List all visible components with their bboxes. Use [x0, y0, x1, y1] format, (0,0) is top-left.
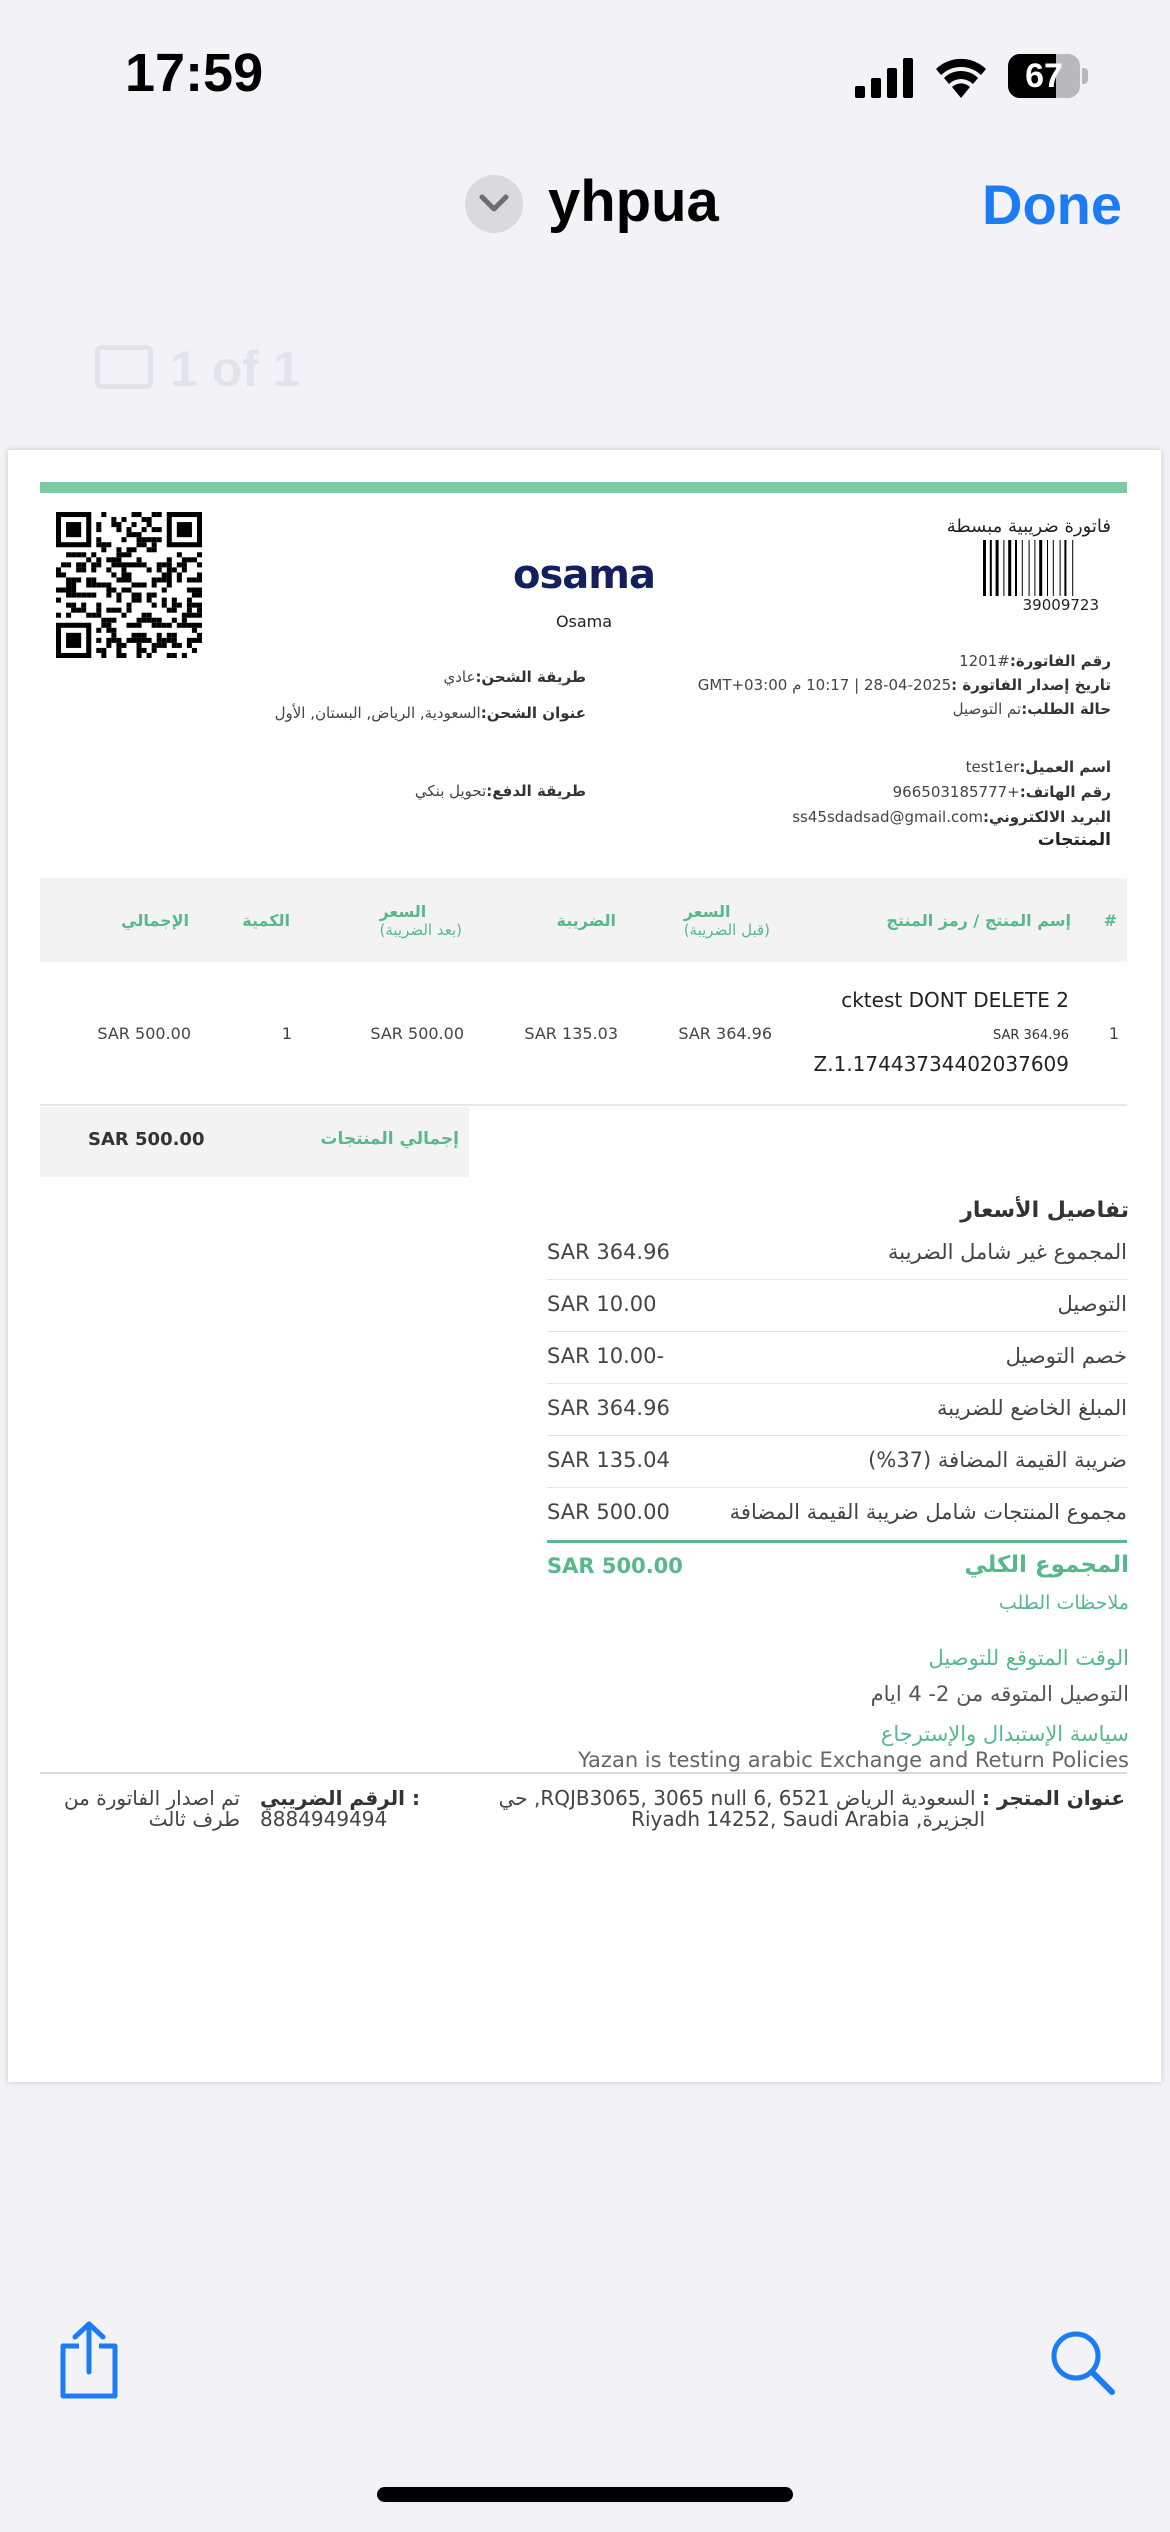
brand-name: Osama — [555, 612, 613, 631]
row-index: 1 — [1108, 1024, 1119, 1043]
page-counter: 1 of 1 — [170, 341, 301, 397]
expected-delivery-label: الوقت المتوقع للتوصيل — [928, 1646, 1129, 1670]
battery-icon — [1008, 54, 1088, 98]
search-icon[interactable] — [1048, 2328, 1118, 2398]
qr-code-icon — [56, 512, 202, 658]
chevron-down-icon — [479, 191, 509, 217]
header-price-before: السعر (قبل الضريبة) — [683, 901, 770, 939]
home-indicator[interactable] — [377, 2487, 793, 2502]
price-row-label: ضريبة القيمة المضافة (37%) — [868, 1448, 1127, 1472]
third-party-note: تم اصدار الفاتورة من طرف ثالث — [63, 1786, 240, 1831]
customer-email: البريد الالكتروني:ss45sdadsad@gmail.com — [792, 808, 1111, 826]
subtotal-value: SAR 500.00 — [88, 1129, 205, 1150]
sidebar-icon — [95, 345, 153, 389]
header-qty: الكمية — [242, 910, 290, 930]
price-row-value: SAR 364.96 — [547, 1240, 670, 1264]
price-row-value: SAR 500.00 — [547, 1500, 670, 1524]
order-status: حالة الطلب:تم التوصيل — [952, 700, 1111, 718]
shipping-address: عنوان الشحن:السعودية, الرياض, البستان, الأول — [274, 704, 586, 722]
products-heading: المنتجات — [1037, 830, 1111, 850]
row-divider — [40, 1104, 1127, 1106]
price-row-label: المبلغ الخاضع للضريبة — [937, 1396, 1127, 1420]
invoice-type: فاتورة ضريبية مبسطة — [946, 516, 1111, 537]
store-address: عنوان المتجر : السعودية الرياض 6521 ,6 RQJB3065, 3065 null, حي الجزيرة, Riyadh 14252, Saudi Arabia — [498, 1786, 1125, 1831]
navigation-bar — [0, 160, 1170, 250]
subtotal-label: إجمالي المنتجات — [320, 1129, 459, 1149]
invoice-number: رقم الفاتورة:#1201 — [959, 652, 1111, 670]
price-row-value: SAR 135.04 — [547, 1448, 670, 1472]
product-sku: Z.1.17443734402037609 — [813, 1052, 1069, 1076]
barcode-number: 39009723 — [1022, 596, 1099, 614]
header-price-after: السعر (بعد الضريبة) — [379, 901, 462, 939]
customer-phone: رقم الهاتف:+966503185777 — [892, 783, 1111, 801]
title-menu-button[interactable] — [465, 175, 523, 233]
expected-delivery-value: التوصيل المتوقه من 2- 4 ايام — [870, 1682, 1129, 1706]
shipping-method: طريقة الشحن:عادي — [443, 668, 586, 686]
battery-level: 67 — [1025, 57, 1063, 95]
return-policy-label: سياسة الإستبدال والإسترجاع — [880, 1722, 1129, 1746]
grand-total-label: المجموع الكلي — [964, 1552, 1129, 1578]
row-qty: 1 — [281, 1024, 292, 1043]
return-policy-value: Yazan is testing arabic Exchange and Return Policies — [578, 1748, 1129, 1772]
invoice-top-bar — [40, 482, 1127, 493]
customer-name: اسم العميل:test1er — [965, 758, 1111, 776]
brand-logo: osama — [513, 552, 655, 598]
product-name: cktest DONT DELETE 2 — [841, 988, 1069, 1012]
price-row-value: SAR 10.00- — [547, 1344, 665, 1368]
wifi-icon — [935, 54, 987, 98]
header-index: # — [1103, 910, 1117, 930]
row-tax: SAR 135.03 — [524, 1024, 618, 1043]
price-row-label: التوصيل — [1057, 1292, 1127, 1316]
row-price-before: SAR 364.96 — [678, 1024, 772, 1043]
total-divider — [547, 1540, 1127, 1543]
price-row-value: SAR 364.96 — [547, 1396, 670, 1420]
price-row — [547, 1332, 1127, 1384]
grand-total-value: SAR 500.00 — [547, 1554, 683, 1578]
price-row-label: خصم التوصيل — [1005, 1344, 1127, 1368]
price-row — [547, 1384, 1127, 1436]
issue-date: تاريخ إصدار الفاتورة :2025-04-28 | 10:17 م GMT+03:00 — [697, 676, 1111, 694]
price-row-value: SAR 10.00 — [547, 1292, 657, 1316]
header-tax: الضريبة — [556, 910, 616, 930]
tax-number: الرقم الضريبي : 8884949494 — [260, 1786, 420, 1831]
barcode-icon — [983, 540, 1111, 596]
price-details-heading: تفاصيل الأسعار — [960, 1198, 1129, 1223]
share-icon[interactable] — [55, 2320, 123, 2400]
price-row — [547, 1436, 1127, 1488]
footer-divider — [40, 1772, 1127, 1774]
status-bar — [0, 0, 1170, 150]
price-row — [547, 1488, 1127, 1540]
price-row — [547, 1228, 1127, 1280]
invoice-page — [8, 450, 1161, 2082]
header-total: الإجمالي — [121, 910, 189, 930]
products-subtotal — [40, 1107, 469, 1177]
row-price-after: SAR 500.00 — [370, 1024, 464, 1043]
done-button[interactable]: Done — [982, 173, 1122, 236]
products-table-header — [40, 878, 1127, 962]
status-time: 17:59 — [125, 43, 264, 103]
payment-method: طريقة الدفع:تحويل بنكي — [414, 782, 586, 800]
product-unit-price: SAR 364.96 — [992, 1028, 1069, 1043]
cellular-signal-icon — [855, 58, 915, 98]
document-title[interactable]: yhpua — [548, 169, 719, 234]
row-total: SAR 500.00 — [97, 1024, 191, 1043]
price-row — [547, 1280, 1127, 1332]
price-row-label: المجموع غير شامل الضريبة — [888, 1240, 1127, 1264]
header-product: إسم المنتج / رمز المنتج — [886, 910, 1071, 930]
price-row-label: مجموع المنتجات شامل ضريبة القيمة المضافة — [729, 1500, 1127, 1524]
order-notes-label: ملاحظات الطلب — [998, 1592, 1129, 1614]
